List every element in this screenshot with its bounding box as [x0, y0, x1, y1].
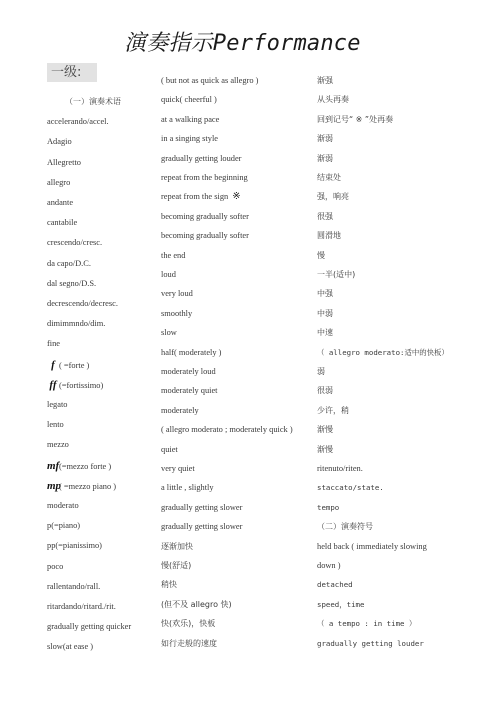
line-text: 从头再奏: [317, 95, 349, 105]
col1-line: [47, 218, 77, 228]
level-heading: 一级:: [47, 63, 97, 82]
line-text: 很弱: [317, 386, 333, 396]
line-text: （二）演奏符号: [317, 522, 373, 532]
line-text: 回到记号“ ※ ”处再奏: [317, 114, 394, 124]
col3-line: [317, 406, 349, 416]
line-text: down ): [317, 561, 341, 570]
col3-line: [317, 115, 393, 125]
col2-line: [161, 464, 195, 474]
line-text: accelerando/accel.: [47, 117, 109, 127]
line-text: very loud: [161, 289, 193, 299]
col2-line: [161, 639, 217, 649]
line-text: gradually getting louder: [317, 638, 424, 648]
col2-line: [161, 134, 218, 144]
col2-line: [161, 619, 215, 629]
line-text: cantabile: [47, 218, 78, 228]
col1-line: [47, 481, 116, 492]
line-text: repeat from the sign: [161, 192, 229, 202]
line-text: tempo: [317, 502, 340, 512]
line-text: rallentando/rall.: [47, 581, 101, 591]
line-text: 中速: [317, 328, 333, 338]
line-text: 快(欢乐)，快板: [161, 619, 216, 629]
line-text: Allegretto: [47, 157, 81, 167]
col1-line: [47, 440, 69, 450]
line-text: in a singing style: [161, 134, 218, 144]
line-text: gradually getting quicker: [47, 622, 132, 632]
col1-line: [47, 279, 96, 289]
col2-line: [161, 406, 199, 416]
line-text: （一）演奏术语: [65, 97, 121, 106]
col1-line: [47, 299, 118, 309]
col1-line: [47, 259, 91, 269]
line-text: half( moderately ): [161, 347, 222, 357]
line-text: 弱: [317, 367, 325, 376]
col3-line: [317, 328, 333, 338]
line-text: quick( cheerful ): [161, 95, 217, 105]
col3-line: [317, 445, 333, 455]
line-text: （ allegro moderato:适中的快板）: [317, 347, 449, 357]
line-text: the end: [161, 250, 186, 260]
col3-line: [317, 212, 333, 222]
col3-line: [317, 95, 349, 105]
col3-line: [317, 561, 341, 571]
line-text: moderately quiet: [161, 386, 218, 396]
line-text: repeat from the beginning: [161, 173, 248, 182]
col3-line: [317, 367, 325, 377]
line-text: slow: [161, 328, 177, 338]
dynamic-mark: ff: [49, 378, 57, 391]
col2-line: [161, 386, 218, 396]
col1-line: [47, 461, 111, 472]
col3-line: [317, 425, 333, 435]
line-text: ritardando/ritard./rit.: [47, 602, 116, 611]
col2-line: [161, 270, 176, 280]
col2-line: [161, 348, 221, 358]
col3-line: [317, 251, 325, 261]
col1-line: [47, 178, 70, 188]
col2-line: [161, 483, 214, 493]
line-text: mezzo: [47, 440, 69, 450]
col3-line: [317, 464, 363, 474]
line-text: decrescendo/decresc.: [47, 299, 118, 308]
col3-line: [317, 289, 333, 299]
line-text: ( =mezzo piano ): [59, 481, 117, 491]
line-text: very quiet: [161, 464, 195, 473]
col2-line: [161, 192, 241, 202]
col2-line: [161, 212, 249, 222]
line-text: staccato/state.: [317, 483, 384, 493]
col2-line: [161, 76, 258, 86]
col2-line: [161, 309, 192, 319]
line-text: gradually getting slower: [161, 522, 243, 532]
line-text: 中强: [317, 289, 333, 299]
line-text: ( allegro moderato ; moderately quick ): [161, 425, 293, 435]
col2-line: [161, 503, 242, 513]
col1-line: [47, 339, 60, 349]
col3-line: [317, 76, 333, 86]
dynamic-mark: mf: [47, 459, 60, 472]
line-text: (=mezzo forte ): [59, 461, 112, 471]
line-text: 逐渐加快: [161, 541, 193, 551]
line-text: becoming gradually softer: [161, 231, 249, 241]
line-text: 一半(适中): [317, 270, 356, 279]
line-text: 结束处: [317, 173, 341, 182]
line-text: pp(=pianissimo): [47, 541, 102, 551]
page-title: 演奏指示Performance: [124, 31, 361, 56]
col2-line: [161, 425, 293, 435]
segno-sign-icon: ※: [232, 191, 241, 203]
line-text: smoothly: [161, 308, 193, 318]
col3-line: [317, 348, 449, 358]
line-text: gradually getting slower: [161, 502, 243, 512]
line-text: held back ( immediately slowing: [317, 541, 427, 551]
col3-line: [317, 600, 364, 610]
line-text: poco: [47, 561, 64, 571]
dynamic-mark: f: [51, 358, 55, 371]
col2-line: [161, 231, 249, 241]
line-text: legato: [47, 400, 68, 409]
line-text: ( =forte ): [59, 360, 90, 370]
col2-line: [161, 367, 216, 377]
col3-line: [317, 522, 373, 532]
col2-line: [161, 328, 177, 338]
col2-line: [161, 115, 219, 125]
col3-line: [317, 639, 424, 649]
line-text: (但不及 allegro 快): [161, 599, 232, 609]
col1-line: [47, 541, 102, 551]
col1-line: [47, 158, 81, 168]
line-text: detached: [317, 580, 353, 590]
line-text: 稍快: [161, 580, 177, 590]
line-text: at a walking pace: [161, 114, 220, 124]
line-text: a little , slightly: [161, 483, 214, 493]
col3-line: [317, 503, 339, 513]
col2-line: [161, 542, 193, 552]
col1-line: [47, 642, 93, 652]
col1-line: [47, 521, 80, 531]
col1-line: [47, 400, 67, 410]
line-text: da capo/D.C.: [47, 258, 91, 268]
col3-line: [317, 173, 341, 183]
col2-line: [161, 154, 241, 164]
col1-line: [47, 420, 64, 430]
line-text: 少许，稍: [317, 405, 349, 415]
line-text: 慢: [317, 250, 325, 260]
col2-line: [161, 522, 242, 532]
line-text: 渐慢: [317, 444, 333, 454]
line-text: 中弱: [317, 308, 333, 318]
col1-line: [65, 97, 121, 107]
line-text: 很强: [317, 211, 333, 221]
line-text: dimimmndo/dim.: [47, 319, 106, 329]
col2-line: [161, 95, 217, 105]
line-text: p(=piano): [47, 521, 81, 531]
line-text: gradually getting louder: [161, 153, 242, 163]
line-text: slow(at ease ): [47, 642, 94, 652]
line-text: ritenuto/riten.: [317, 464, 363, 473]
col3-line: [317, 386, 333, 396]
line-text: moderately: [161, 405, 199, 415]
line-text: andante: [47, 198, 74, 207]
line-text: fine: [47, 339, 61, 349]
line-text: speed，time: [317, 599, 365, 609]
col2-line: [161, 173, 248, 183]
line-text: allegro: [47, 177, 71, 187]
col1-line: [47, 622, 131, 632]
col3-line: [317, 270, 355, 280]
col3-line: [317, 231, 341, 241]
line-text: （ a tempo : in time ）: [317, 619, 417, 629]
line-text: moderato: [47, 501, 79, 510]
col1-line: [47, 501, 79, 511]
line-text: moderately loud: [161, 367, 216, 376]
col1-line: [47, 562, 63, 572]
col2-line: [161, 600, 232, 610]
col1-line: [47, 198, 73, 208]
col1-line: [47, 319, 105, 329]
col3-line: [317, 483, 384, 493]
col2-line: [161, 445, 178, 455]
col1-line: [47, 117, 109, 127]
line-text: 圆滑地: [317, 231, 341, 241]
line-text: quiet: [161, 444, 178, 454]
line-text: ( but not as quick as allegro ): [161, 76, 259, 85]
line-text: 渐弱: [317, 134, 333, 144]
line-text: 渐弱: [317, 153, 333, 163]
col1-line: [47, 137, 72, 147]
line-text: dal segno/D.S.: [47, 278, 97, 288]
col3-line: [317, 154, 333, 164]
col1-line: [47, 360, 89, 371]
col3-line: [317, 619, 416, 629]
col3-line: [317, 134, 333, 144]
line-text: becoming gradually softer: [161, 211, 249, 221]
line-text: loud: [161, 270, 176, 279]
col2-line: [161, 251, 185, 261]
line-text: lento: [47, 420, 64, 430]
line-text: 渐强: [317, 76, 333, 85]
line-text: crescendo/cresc.: [47, 238, 103, 248]
col2-line: [161, 580, 177, 590]
dynamic-mark: mp: [47, 479, 62, 492]
line-text: Adagio: [47, 137, 72, 147]
col1-line: [47, 238, 102, 248]
line-text: 如行走般的速度: [161, 638, 217, 648]
col3-line: [317, 192, 349, 202]
col3-line: [317, 309, 333, 319]
col1-line: [47, 582, 100, 592]
col3-line: [317, 542, 427, 552]
line-text: (=fortissimo): [59, 380, 104, 390]
col1-line: [47, 602, 116, 612]
col1-line: [47, 380, 103, 391]
col3-line: [317, 580, 353, 590]
line-text: 慢(舒适): [161, 561, 192, 570]
col2-line: [161, 561, 191, 571]
line-text: 渐慢: [317, 425, 333, 435]
line-text: 强，响亮: [317, 192, 349, 202]
col2-line: [161, 289, 193, 299]
